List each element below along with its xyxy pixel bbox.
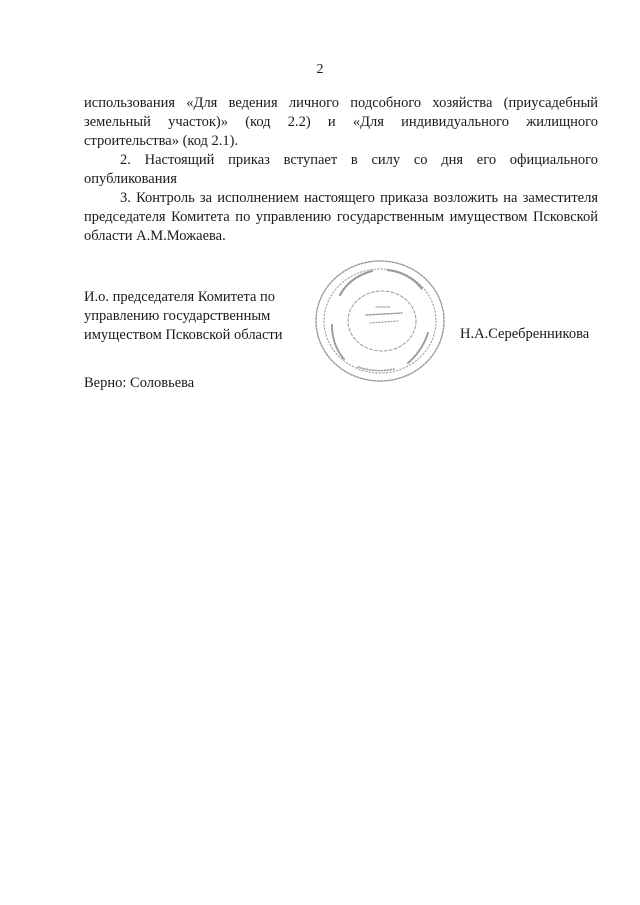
document-body bbox=[84, 94, 598, 246]
official-seal-stamp bbox=[310, 255, 450, 385]
paragraph-continuation: использования «Для ведения личного подсобного хозяйства (приусадебный земельный участок)» (код 2.2) и «Для индивидуального жилищного строительства» (код 2.1). bbox=[84, 95, 598, 149]
paragraph-item-2: 2. Настоящий приказ вступает в силу со дня его официального опубликования bbox=[84, 152, 598, 187]
certification-note: Верно: Соловьева bbox=[84, 375, 195, 391]
paragraph-item-3: 3. Контроль за исполнением настоящего приказа возложить на заместителя председателя Комитета по управлению государственным имуществом Псковской области А.М.Можаева. bbox=[84, 190, 598, 244]
signatory-title-line: И.о. председателя Комитета по bbox=[84, 289, 276, 305]
page-number: 2 bbox=[316, 62, 324, 77]
signatory-name: Н.А.Серебренникова bbox=[460, 326, 590, 342]
signatory-title-line: управлению государственным bbox=[84, 308, 271, 324]
signatory-title-line: имуществом Псковской области bbox=[84, 327, 283, 343]
signatory-title bbox=[84, 288, 324, 345]
